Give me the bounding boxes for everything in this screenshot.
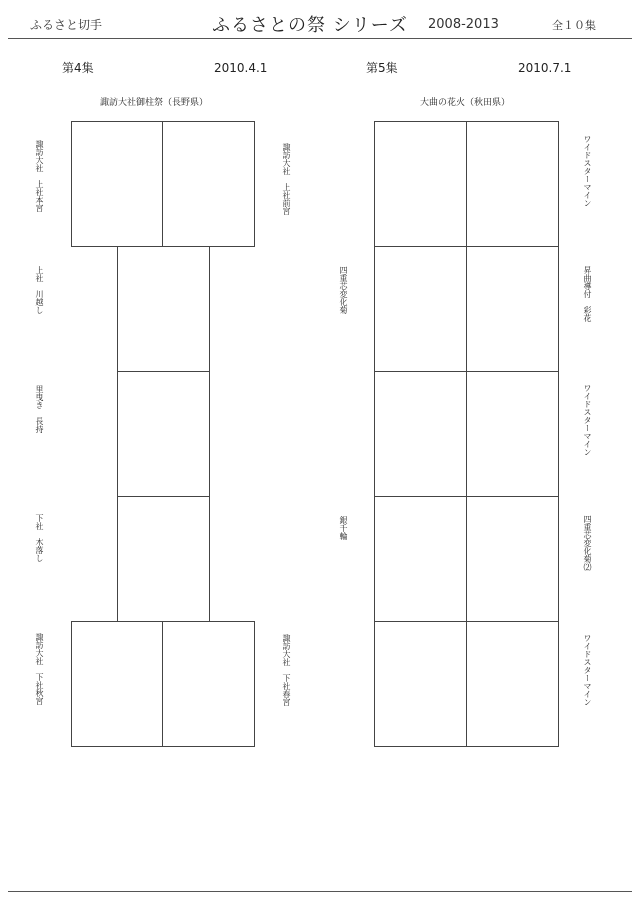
issue-4-number: 第4集 xyxy=(62,61,94,75)
stamp-caption: 銀千輪 xyxy=(339,516,348,540)
stamp-frame xyxy=(117,496,210,622)
series-category-label: ふるさと切手 xyxy=(30,18,103,32)
stamp-frame xyxy=(466,121,559,247)
stamp-frame xyxy=(162,121,255,247)
issue-count: 全１０集 xyxy=(552,19,596,32)
issue-5-subtitle: 大曲の花火（秋田県） xyxy=(420,98,511,108)
stamp-caption: 昇曲導付 彩花 xyxy=(583,266,592,322)
stamp-frame xyxy=(466,496,559,622)
issue-5-number: 第5集 xyxy=(366,61,398,75)
stamp-frame xyxy=(466,371,559,497)
page-title: ふるさとの祭 シリーズ xyxy=(212,15,408,36)
stamp-frame xyxy=(374,121,467,247)
stamp-caption: 諏訪大社 下社春宮 xyxy=(282,634,291,706)
stamp-frame xyxy=(162,621,255,747)
stamp-frame xyxy=(71,621,163,747)
header-rule xyxy=(8,38,632,39)
stamp-caption: 諏訪大社 下社秋宮 xyxy=(35,633,44,705)
stamp-caption: ワイドスターマイン xyxy=(583,634,592,706)
series-years: 2008-2013 xyxy=(428,17,499,32)
stamp-caption: 四重芯変化菊 xyxy=(339,266,348,314)
stamp-caption: 上社 川越し xyxy=(35,266,44,314)
stamp-frame xyxy=(374,496,467,622)
stamp-caption: ワイドスターマイン xyxy=(583,135,592,207)
stamp-frame xyxy=(117,246,210,372)
stamp-caption: 諏訪大社 上社前宮 xyxy=(282,143,291,215)
stamp-frame xyxy=(466,246,559,372)
stamp-caption: 下社 木落し xyxy=(35,514,44,562)
issue-4-subtitle: 諏訪大社御柱祭（長野県） xyxy=(100,98,209,108)
stamp-frame xyxy=(374,621,467,747)
stamp-caption: 四重芯変化菊⑵ xyxy=(583,515,592,571)
footer-rule xyxy=(8,891,632,892)
stamp-caption: ワイドスターマイン xyxy=(583,384,592,456)
stamp-frame xyxy=(466,621,559,747)
issue-4-date: 2010.4.1 xyxy=(214,61,268,75)
stamp-caption: 諏訪大社 上社本宮 xyxy=(35,140,44,212)
stamp-caption: 里曳き 長持 xyxy=(35,385,44,433)
stamp-frame xyxy=(374,246,467,372)
stamp-frame xyxy=(374,371,467,497)
stamp-frame xyxy=(71,121,163,247)
issue-5-date: 2010.7.1 xyxy=(518,61,572,75)
stamp-frame xyxy=(117,371,210,497)
